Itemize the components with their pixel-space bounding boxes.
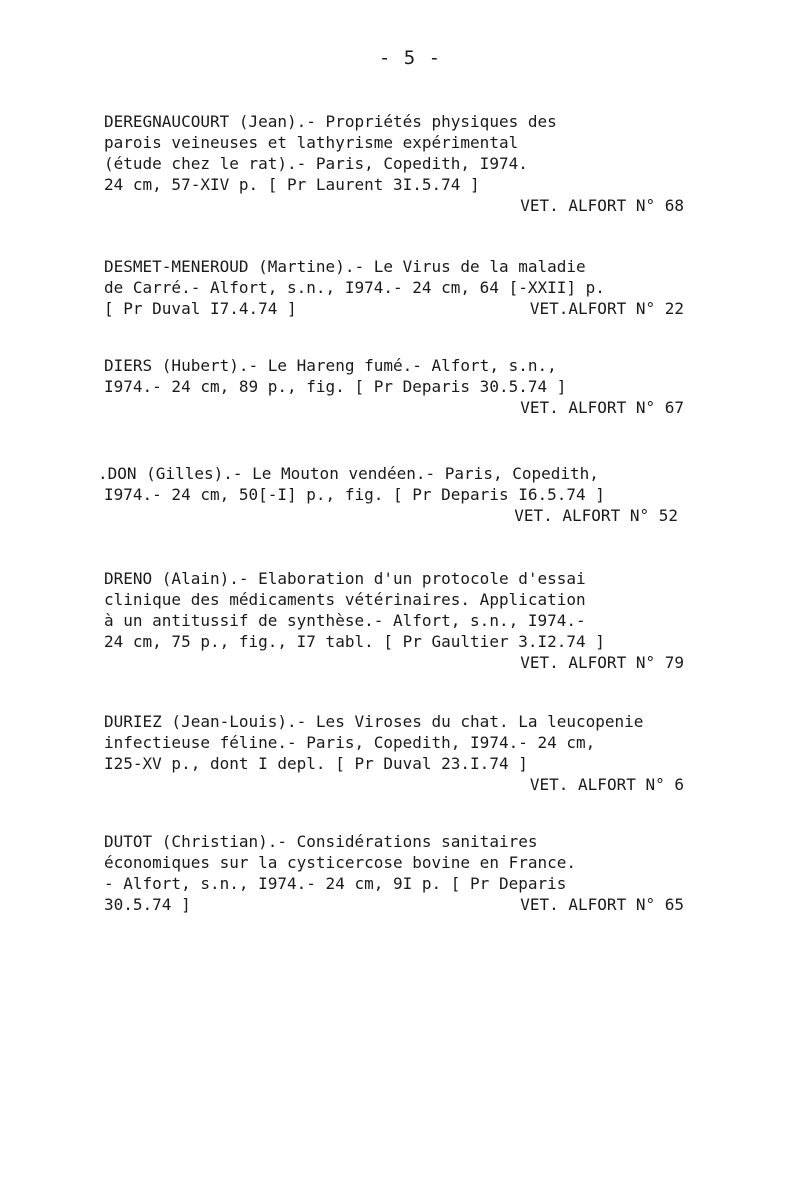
entry-line: DURIEZ (Jean-Louis).- Les Viroses du chat. La leucopenie xyxy=(104,712,644,731)
entry-line: à un antitussif de synthèse.- Alfort, s.n., I974.- xyxy=(104,611,586,630)
call-number: VET. ALFORT N° 65 xyxy=(520,895,684,914)
bibliographic-entry xyxy=(98,463,678,526)
bibliographic-entry xyxy=(104,256,684,319)
call-number: VET. ALFORT N° 6 xyxy=(529,775,684,794)
entry-line: - Alfort, s.n., I974.- 24 cm, 9I p. [ Pr Deparis xyxy=(104,874,567,893)
call-number: VET. ALFORT N° 67 xyxy=(520,398,684,417)
entry-line: 24 cm, 75 p., fig., I7 tabl. [ Pr Gaultier 3.I2.74 ] xyxy=(104,632,605,651)
entry-line: 30.5.74 ] xyxy=(104,895,191,914)
entry-line: I974.- 24 cm, 89 p., fig. [ Pr Deparis 30.5.74 ] xyxy=(104,377,567,396)
entry-line: DUTOT (Christian).- Considérations sanitaires xyxy=(104,832,538,851)
entry-line: économiques sur la cysticercose bovine en France. xyxy=(104,853,577,872)
bibliographic-entry xyxy=(104,355,684,418)
bibliographic-entry xyxy=(104,831,684,915)
entry-line: [ Pr Duval I7.4.74 ] xyxy=(104,299,297,318)
bibliographic-entry xyxy=(104,568,684,673)
call-number: VET. ALFORT N° 79 xyxy=(520,653,684,672)
call-number: VET. ALFORT N° 68 xyxy=(520,196,684,215)
entry-line-with-call-number xyxy=(104,298,684,319)
entry-line: DRENO (Alain).- Elaboration d'un protocole d'essai xyxy=(104,569,586,588)
entry-line: I25-XV p., dont I depl. [ Pr Duval 23.I.74 ] xyxy=(104,754,528,773)
bibliographic-entry xyxy=(104,711,684,795)
bibliographic-entry xyxy=(104,111,684,216)
entry-line: parois veineuses et lathyrisme expérimental xyxy=(104,133,519,152)
entry-line: DESMET-MENEROUD (Martine).- Le Virus de la maladie xyxy=(104,257,586,276)
page-number: - 5 - xyxy=(378,47,442,69)
call-number: VET.ALFORT N° 22 xyxy=(529,299,684,318)
entry-line: DIERS (Hubert).- Le Hareng fumé.- Alfort, s.n., xyxy=(104,356,557,375)
call-number: VET. ALFORT N° 52 xyxy=(514,506,678,525)
entry-line-with-call-number xyxy=(104,894,684,915)
entry-line: clinique des médicaments vétérinaires. Application xyxy=(104,590,586,609)
entry-line: (étude chez le rat).- Paris, Copedith, I974. xyxy=(104,154,528,173)
entry-line: .DON (Gilles).- Le Mouton vendéen.- Paris, Copedith, xyxy=(98,464,599,483)
entry-line: I974.- 24 cm, 50[-I] p., fig. [ Pr Deparis I6.5.74 ] xyxy=(104,485,605,504)
entry-line: 24 cm, 57-XIV p. [ Pr Laurent 3I.5.74 ] xyxy=(104,175,480,194)
entry-line: DEREGNAUCOURT (Jean).- Propriétés physiques des xyxy=(104,112,557,131)
entry-line: infectieuse féline.- Paris, Copedith, I974.- 24 cm, xyxy=(104,733,596,752)
entry-line: de Carré.- Alfort, s.n., I974.- 24 cm, 64 [-XXII] p. xyxy=(104,278,605,297)
